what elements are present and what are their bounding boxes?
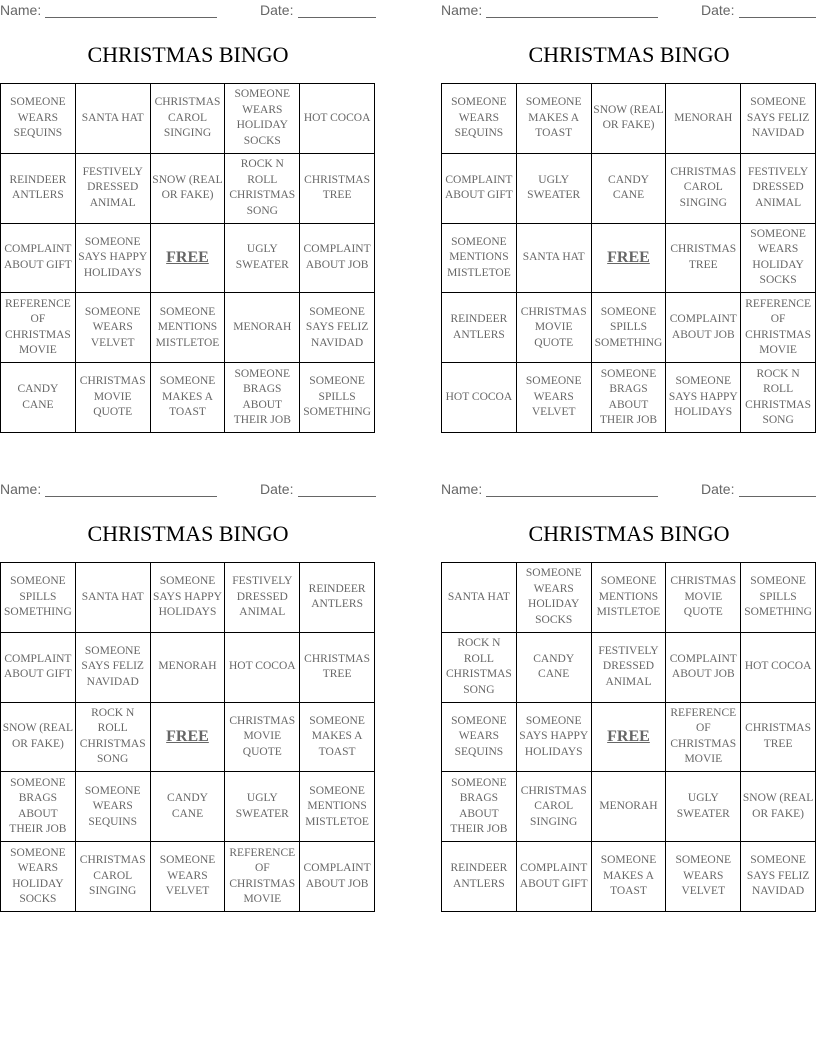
date-label: Date: [260,481,294,497]
date-label: Date: [701,481,735,497]
bingo-cell: UGLY SWEATER [225,772,300,842]
bingo-cell: SOMEONE WEARS HOLIDAY SOCKS [225,84,300,154]
bingo-cell: REFERENCE OF CHRISTMAS MOVIE [1,293,76,363]
name-blank-line [486,17,658,18]
bingo-cell: MENORAH [225,293,300,363]
bingo-cell: SOMEONE WEARS VELVET [517,363,592,433]
bingo-cell: ROCK N ROLL CHRISTMAS SONG [225,154,300,224]
bingo-card [441,0,816,440]
bingo-cell: SOMEONE WEARS HOLIDAY SOCKS [741,224,816,294]
bingo-cell: SOMEONE WEARS VELVET [151,842,226,912]
bingo-cell: SOMEONE BRAGS ABOUT THEIR JOB [1,772,76,842]
bingo-cell: SOMEONE WEARS HOLIDAY SOCKS [1,842,76,912]
bingo-cell: CANDY CANE [517,633,592,703]
bingo-cell: REFERENCE OF CHRISTMAS MOVIE [666,703,741,773]
bingo-cell: SOMEONE BRAGS ABOUT THEIR JOB [225,363,300,433]
bingo-cell: UGLY SWEATER [225,224,300,294]
bingo-cell: SOMEONE MENTIONS MISTLETOE [592,563,667,633]
bingo-cell: CHRISTMAS CAROL SINGING [76,842,151,912]
name-date-row [0,2,376,22]
bingo-cell: HOT COCOA [225,633,300,703]
bingo-cell: SNOW (REAL OR FAKE) [741,772,816,842]
bingo-cell: CHRISTMAS CAROL SINGING [151,84,226,154]
bingo-cell: SANTA HAT [442,563,517,633]
name-date-row [0,481,376,501]
bingo-cell: COMPLAINT ABOUT JOB [300,842,375,912]
bingo-cell: UGLY SWEATER [517,154,592,224]
bingo-cell: FESTIVELY DRESSED ANIMAL [225,563,300,633]
bingo-cell: SOMEONE MAKES A TOAST [151,363,226,433]
bingo-cell: SOMEONE WEARS HOLIDAY SOCKS [517,563,592,633]
bingo-cell: UGLY SWEATER [666,772,741,842]
bingo-cell: SOMEONE SAYS HAPPY HOLIDAYS [76,224,151,294]
bingo-grid [0,83,375,433]
bingo-cell: SANTA HAT [517,224,592,294]
bingo-cell: SOMEONE WEARS SEQUINS [442,84,517,154]
bingo-cell: COMPLAINT ABOUT JOB [666,293,741,363]
bingo-cell: MENORAH [592,772,667,842]
name-label: Name: [0,2,42,18]
bingo-cell: SNOW (REAL OR FAKE) [592,84,667,154]
name-label: Name: [441,481,483,497]
name-blank-line [45,17,217,18]
bingo-cell: SOMEONE SPILLS SOMETHING [592,293,667,363]
date-label: Date: [701,2,735,18]
bingo-cell: MENORAH [151,633,226,703]
bingo-cell: CANDY CANE [592,154,667,224]
name-date-row [441,481,816,501]
bingo-cell: SOMEONE MENTIONS MISTLETOE [442,224,517,294]
bingo-cell: SOMEONE BRAGS ABOUT THEIR JOB [592,363,667,433]
bingo-cell: SOMEONE WEARS SEQUINS [76,772,151,842]
bingo-cell: ROCK N ROLL CHRISTMAS SONG [76,703,151,773]
bingo-cell: SOMEONE MENTIONS MISTLETOE [300,772,375,842]
date-blank-line [739,496,816,497]
bingo-cell: CHRISTMAS MOVIE QUOTE [225,703,300,773]
bingo-card [0,0,376,440]
bingo-cell: COMPLAINT ABOUT GIFT [1,224,76,294]
bingo-cell: SANTA HAT [76,84,151,154]
bingo-cell: CHRISTMAS MOVIE QUOTE [666,563,741,633]
bingo-cell: COMPLAINT ABOUT JOB [666,633,741,703]
bingo-cell: CHRISTMAS CAROL SINGING [517,772,592,842]
date-blank-line [298,17,376,18]
bingo-grid [0,562,375,912]
bingo-cell: SOMEONE MAKES A TOAST [592,842,667,912]
card-title: CHRISTMAS BINGO [87,521,289,546]
name-date-row [441,2,816,22]
card-title: CHRISTMAS BINGO [528,42,730,67]
bingo-cell: ROCK N ROLL CHRISTMAS SONG [741,363,816,433]
bingo-cell: SANTA HAT [76,563,151,633]
bingo-cell: SOMEONE SPILLS SOMETHING [300,363,375,433]
bingo-cell: CHRISTMAS TREE [666,224,741,294]
bingo-cell: HOT COCOA [300,84,375,154]
name-blank-line [486,496,658,497]
bingo-free-cell: FREE [151,224,226,294]
bingo-cell: ROCK N ROLL CHRISTMAS SONG [442,633,517,703]
bingo-cell: CHRISTMAS TREE [741,703,816,773]
bingo-cell: REINDEER ANTLERS [300,563,375,633]
bingo-cell: REINDEER ANTLERS [1,154,76,224]
bingo-cell: REINDEER ANTLERS [442,293,517,363]
name-blank-line [45,496,217,497]
bingo-cell: SOMEONE SAYS FELIZ NAVIDAD [76,633,151,703]
bingo-cell: CANDY CANE [1,363,76,433]
bingo-cell: CHRISTMAS CAROL SINGING [666,154,741,224]
bingo-cell: FESTIVELY DRESSED ANIMAL [76,154,151,224]
bingo-cell: REFERENCE OF CHRISTMAS MOVIE [741,293,816,363]
bingo-cell: SOMEONE SAYS HAPPY HOLIDAYS [151,563,226,633]
bingo-cell: REFERENCE OF CHRISTMAS MOVIE [225,842,300,912]
bingo-cell: SOMEONE WEARS SEQUINS [1,84,76,154]
bingo-cell: CHRISTMAS MOVIE QUOTE [517,293,592,363]
date-label: Date: [260,2,294,18]
bingo-cell: SOMEONE SAYS FELIZ NAVIDAD [741,842,816,912]
card-title: CHRISTMAS BINGO [528,521,730,546]
bingo-cell: SOMEONE MENTIONS MISTLETOE [151,293,226,363]
bingo-cell: COMPLAINT ABOUT GIFT [442,154,517,224]
bingo-cell: COMPLAINT ABOUT JOB [300,224,375,294]
date-blank-line [739,17,816,18]
bingo-cell: HOT COCOA [442,363,517,433]
bingo-cell: SOMEONE WEARS SEQUINS [442,703,517,773]
date-blank-line [298,496,376,497]
bingo-cell: SOMEONE BRAGS ABOUT THEIR JOB [442,772,517,842]
bingo-cell: SOMEONE SAYS FELIZ NAVIDAD [300,293,375,363]
bingo-free-cell: FREE [592,703,667,773]
bingo-free-cell: FREE [592,224,667,294]
bingo-cell: FESTIVELY DRESSED ANIMAL [741,154,816,224]
bingo-cell: SOMEONE SAYS HAPPY HOLIDAYS [517,703,592,773]
bingo-cell: FESTIVELY DRESSED ANIMAL [592,633,667,703]
bingo-card [441,479,816,919]
bingo-cell: SOMEONE SAYS FELIZ NAVIDAD [741,84,816,154]
bingo-card [0,479,376,919]
bingo-grid [441,83,816,433]
bingo-cell: CHRISTMAS TREE [300,633,375,703]
bingo-cell: SNOW (REAL OR FAKE) [1,703,76,773]
bingo-free-cell: FREE [151,703,226,773]
name-label: Name: [441,2,483,18]
bingo-cell: SNOW (REAL OR FAKE) [151,154,226,224]
bingo-cell: HOT COCOA [741,633,816,703]
bingo-grid [441,562,816,912]
bingo-cell: SOMEONE MAKES A TOAST [517,84,592,154]
bingo-cell: COMPLAINT ABOUT GIFT [517,842,592,912]
bingo-cell: SOMEONE SPILLS SOMETHING [1,563,76,633]
bingo-cell: CANDY CANE [151,772,226,842]
bingo-cell: CHRISTMAS TREE [300,154,375,224]
bingo-cell: MENORAH [666,84,741,154]
bingo-cell: SOMEONE WEARS VELVET [666,842,741,912]
bingo-cell: SOMEONE MAKES A TOAST [300,703,375,773]
bingo-cell: SOMEONE WEARS VELVET [76,293,151,363]
card-title: CHRISTMAS BINGO [87,42,289,67]
bingo-cell: SOMEONE SPILLS SOMETHING [741,563,816,633]
name-label: Name: [0,481,42,497]
bingo-cell: COMPLAINT ABOUT GIFT [1,633,76,703]
bingo-cell: SOMEONE SAYS HAPPY HOLIDAYS [666,363,741,433]
bingo-cell: REINDEER ANTLERS [442,842,517,912]
bingo-cell: CHRISTMAS MOVIE QUOTE [76,363,151,433]
